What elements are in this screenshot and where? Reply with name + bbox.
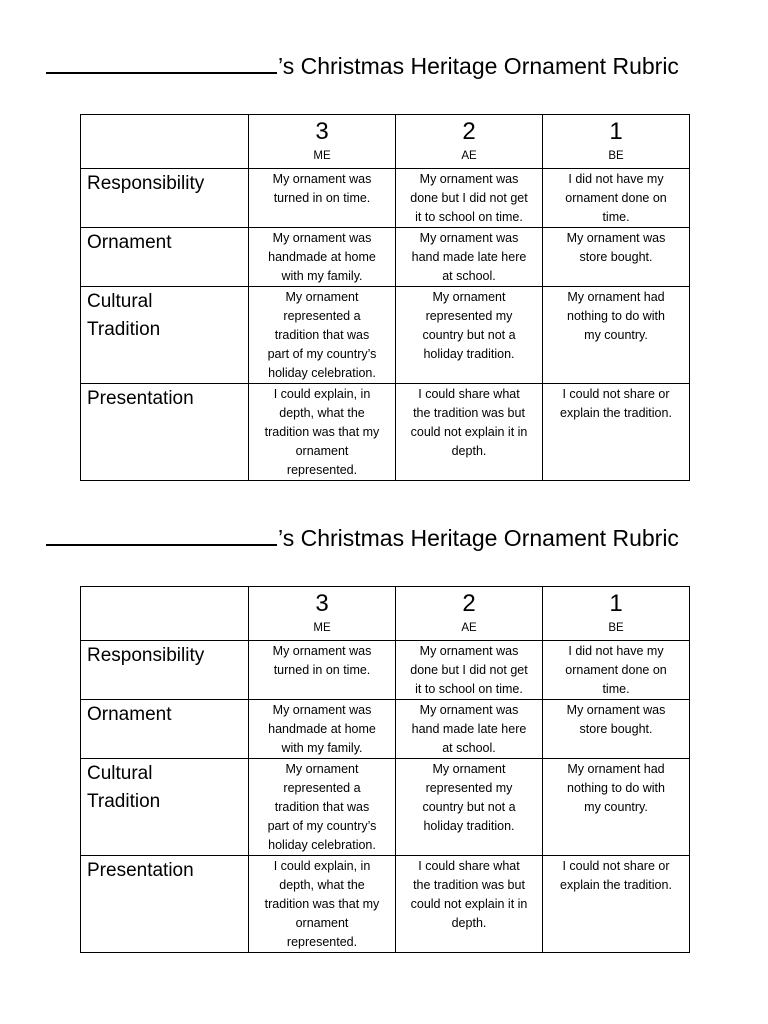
header-cell-2 xyxy=(396,115,543,169)
level-label: ME xyxy=(313,150,331,162)
descriptor-cell: My ornament was store bought. xyxy=(566,231,666,264)
rubric-title xyxy=(46,48,746,84)
score-label: 2 xyxy=(462,118,476,145)
row-ornament xyxy=(81,228,690,287)
rubric-table xyxy=(80,586,690,953)
descriptor-cell: My ornament was turned in on time. xyxy=(272,172,372,205)
descriptor-cell: My ornament represented my country but not a holiday tradition. xyxy=(422,762,516,833)
header-corner-cell xyxy=(81,115,249,169)
row-presentation xyxy=(81,384,690,481)
criterion-label: Ornament xyxy=(87,704,172,725)
row-responsibility xyxy=(81,641,690,700)
level-label: ME xyxy=(313,622,331,634)
row-presentation xyxy=(81,856,690,953)
score-label: 3 xyxy=(315,590,329,617)
score-label: 3 xyxy=(315,118,329,145)
descriptor-cell: My ornament was handmade at home with my family. xyxy=(268,703,376,755)
descriptor-cell: My ornament had nothing to do with my country. xyxy=(567,290,665,342)
descriptor-cell: My ornament was done but I did not get it to school on time. xyxy=(410,172,528,224)
level-label: BE xyxy=(608,622,624,634)
score-label: 1 xyxy=(609,118,623,145)
descriptor-cell: I could explain, in depth, what the tradition was that my ornament represented. xyxy=(264,387,380,477)
descriptor-cell: My ornament represented a tradition that was part of my country’s holiday celebration. xyxy=(267,290,377,380)
descriptor-cell: My ornament was store bought. xyxy=(566,703,666,736)
rubric-table xyxy=(80,114,690,481)
header-cell-3 xyxy=(249,587,396,641)
header-row xyxy=(81,115,690,169)
criterion-label: Responsibility xyxy=(87,645,205,666)
name-blank-line xyxy=(46,48,277,74)
criterion-label: Responsibility xyxy=(87,173,205,194)
row-responsibility xyxy=(81,169,690,228)
rubric-title-text: ’s Christmas Heritage Ornament Rubric xyxy=(278,525,679,551)
row-ornament xyxy=(81,700,690,759)
descriptor-cell: I could not share or explain the tradition. xyxy=(560,859,672,892)
descriptor-cell: I could share what the tradition was but could not explain it in depth. xyxy=(410,859,528,930)
descriptor-cell: I could not share or explain the tradition. xyxy=(560,387,672,420)
row-cultural-tradition xyxy=(81,759,690,856)
criterion-label: Ornament xyxy=(87,232,172,253)
level-label: BE xyxy=(608,150,624,162)
level-label: AE xyxy=(461,622,477,634)
header-row xyxy=(81,587,690,641)
score-label: 2 xyxy=(462,590,476,617)
descriptor-cell: My ornament was hand made late here at school. xyxy=(411,231,527,283)
descriptor-cell: My ornament represented my country but not a holiday tradition. xyxy=(422,290,516,361)
header-corner-cell xyxy=(81,587,249,641)
descriptor-cell: I could explain, in depth, what the tradition was that my ornament represented. xyxy=(264,859,380,949)
header-cell-1 xyxy=(543,587,690,641)
row-cultural-tradition xyxy=(81,287,690,384)
descriptor-cell: My ornament was turned in on time. xyxy=(272,644,372,677)
descriptor-cell: I did not have my ornament done on time. xyxy=(565,644,667,696)
rubric-title-text: ’s Christmas Heritage Ornament Rubric xyxy=(278,53,679,79)
score-label: 1 xyxy=(609,590,623,617)
header-cell-3 xyxy=(249,115,396,169)
descriptor-cell: My ornament was hand made late here at school. xyxy=(411,703,527,755)
header-cell-2 xyxy=(396,587,543,641)
name-blank-line xyxy=(46,520,277,546)
criterion-label: Presentation xyxy=(87,860,194,881)
level-label: AE xyxy=(461,150,477,162)
criterion-label: Presentation xyxy=(87,388,194,409)
criterion-label: Cultural Tradition xyxy=(87,763,161,812)
rubric-title xyxy=(46,520,746,556)
header-cell-1 xyxy=(543,115,690,169)
descriptor-cell: My ornament was handmade at home with my family. xyxy=(268,231,376,283)
descriptor-cell: I could share what the tradition was but could not explain it in depth. xyxy=(410,387,528,458)
descriptor-cell: My ornament had nothing to do with my country. xyxy=(567,762,665,814)
criterion-label: Cultural Tradition xyxy=(87,291,161,340)
descriptor-cell: My ornament was done but I did not get it to school on time. xyxy=(410,644,528,696)
descriptor-cell: I did not have my ornament done on time. xyxy=(565,172,667,224)
descriptor-cell: My ornament represented a tradition that was part of my country’s holiday celebration. xyxy=(267,762,377,852)
